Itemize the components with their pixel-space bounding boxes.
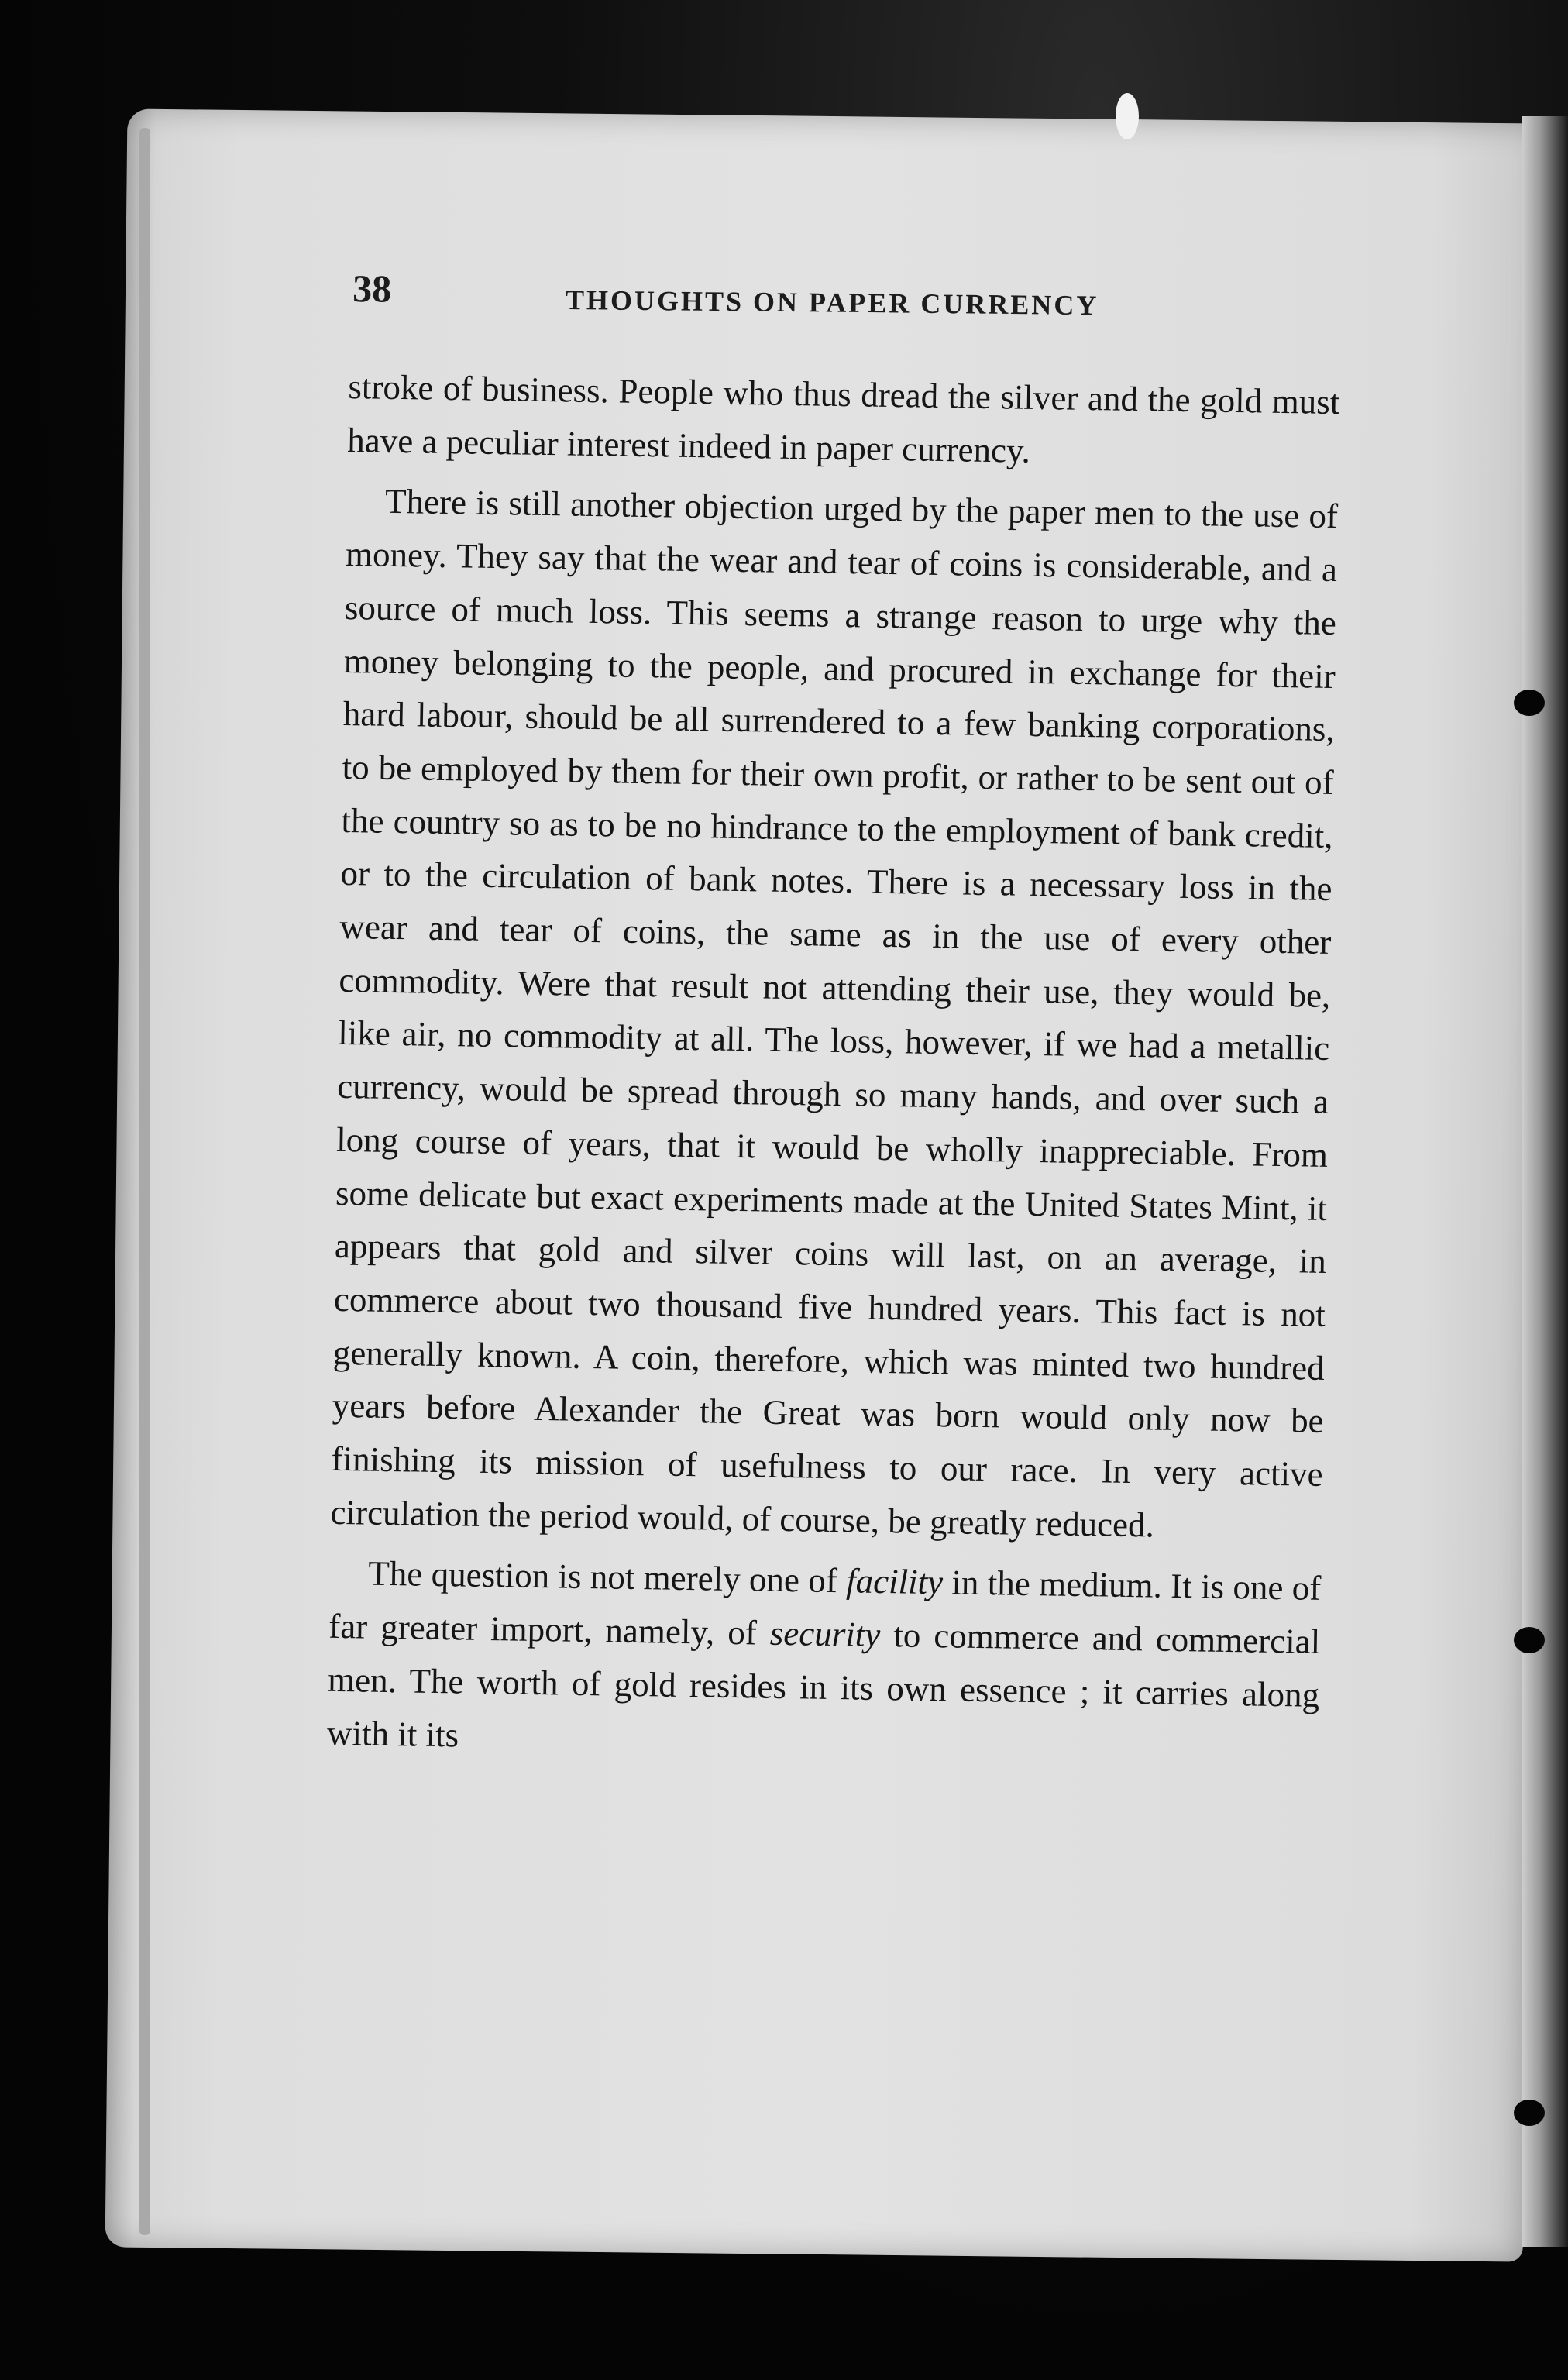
binding-stitch — [1514, 1627, 1545, 1653]
page-edge — [139, 128, 150, 2235]
paragraph-2: There is still another objection urged by the paper men to the use of money. They say that the wear and tear of coins is considerable, and a source of much loss. This seems a strange reason to urge why the money belonging to the people, and procured in exchange for their hard labour, should be all surrendered to a few banking corporations, to be employed by them for their own profit, or rather to be sent out of the country so as to be no hindrance to the employment of bank credit, or to the circulation of bank notes. There is a necessary loss in the wear and tear of coins, the same as in the use of every other commodity. Were that result not attending their use, they would be, like air, no commodity at all. The loss, however, if we had a metallic currency, would be spread through so many hands, and over such a long course of years, that it would be wholly inappreciable. From some delicate but exact experiments made at the United States Mint, it appears that gold and silver coins will last, on an average, in commerce about two thousand five hundred years. This fact is not generally known. A coin, therefore, which was minted two hundred years before Alexander the Great was born would only now be finishing its mission of usefulness to our race. In very active circulation the period would, of course, be greatly reduced. — [330, 482, 1339, 1545]
paragraph-1: stroke of business. People who thus dread the silver and the gold must have a peculiar interest indeed in paper currency. — [346, 366, 1340, 470]
binding-stitch — [1514, 2100, 1545, 2126]
paragraph-3-text-1: The question is not merely one of — [368, 1554, 847, 1601]
body-text — [327, 360, 1340, 1775]
paragraph-3-text-2: in the medium. It is one of far greater import, namely, of — [328, 1563, 1322, 1653]
running-head: THOUGHTS ON PAPER CURRENCY — [565, 284, 1099, 322]
page-header — [352, 266, 1376, 339]
page-number: 38 — [352, 267, 392, 311]
italic-security: security — [769, 1613, 881, 1655]
book-binding — [1522, 116, 1568, 2247]
binding-stitch — [1514, 690, 1545, 716]
italic-facility: facility — [845, 1561, 944, 1602]
paragraph-3-text-3: to commerce and commercial men. The worth of gold resides in its own essence ; it carries along with it its — [326, 1615, 1321, 1755]
paragraph-3 — [327, 1546, 1322, 1775]
paper-speck — [1116, 93, 1139, 139]
